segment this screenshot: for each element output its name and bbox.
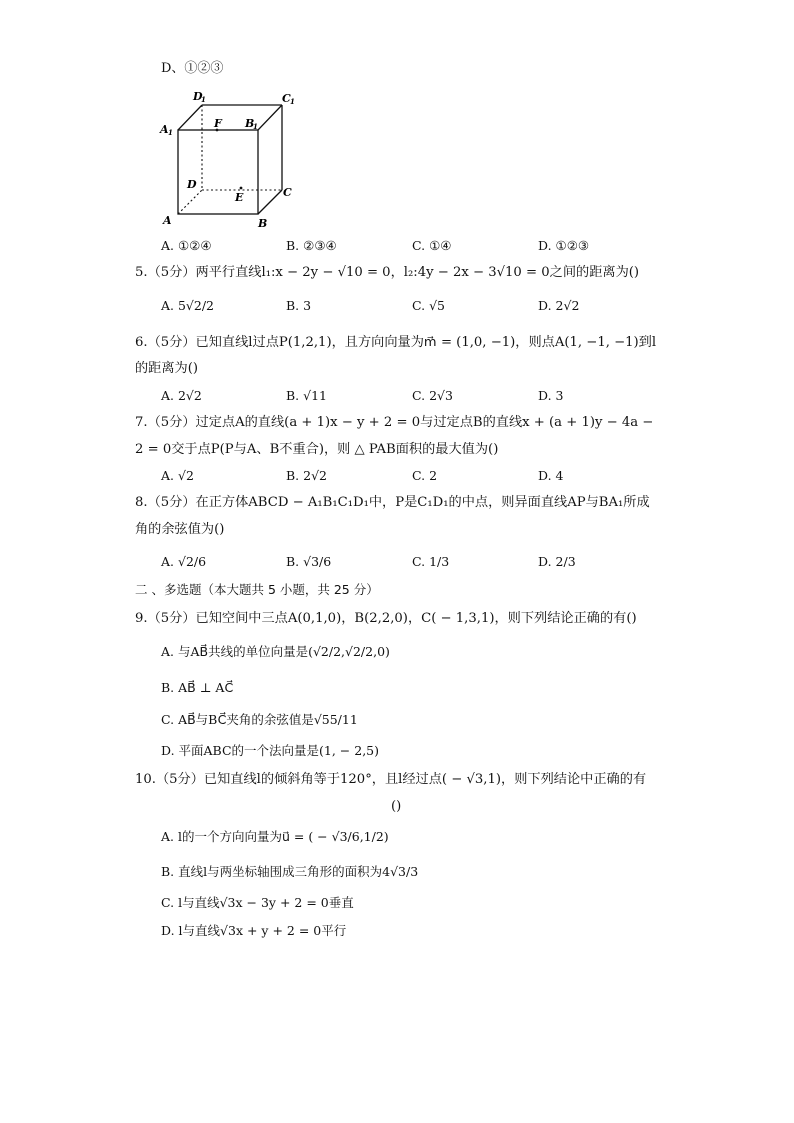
option-d[interactable]: D. 平面ABC的一个法向量是(1, − 2,5) — [161, 743, 380, 758]
label-a1: A — [160, 123, 169, 136]
label-sub: 1 — [168, 128, 173, 137]
option-c[interactable]: C. AB⃗与BC⃗夹角的余弦值是√55/11 — [161, 712, 358, 727]
question-8: 8.（5分）在正方体ABCD − A₁B₁C₁D₁中，P是C₁D₁的中点，则异面直线AP与BA₁所成 — [135, 495, 650, 510]
label-b: B — [258, 217, 268, 230]
option-c[interactable]: C. ①④ — [412, 238, 452, 253]
question-8-cont: 角的余弦值为() — [135, 522, 225, 537]
option-c[interactable]: C. l与直线√3x − 3y + 2 = 0垂直 — [161, 895, 354, 910]
option-c[interactable]: C. 1/3 — [412, 554, 450, 569]
label-sub: 1 — [253, 122, 258, 131]
option-d[interactable]: D. 2√2 — [538, 298, 580, 313]
option-b[interactable]: B. 3 — [286, 298, 312, 313]
option-b[interactable]: B. √3/6 — [286, 554, 332, 569]
question-10-paren: () — [391, 799, 402, 814]
question-10: 10.（5分）已知直线l的倾斜角等于120°，且l经过点( − √3,1)，则下列结论中正确的有 — [135, 772, 647, 787]
cube-edge — [178, 105, 202, 130]
option-b[interactable]: B. AB⃗ ⊥ AC⃗ — [161, 680, 234, 695]
cube-front-face — [178, 130, 258, 214]
cube-edge — [258, 105, 282, 130]
question-9: 9.（5分）已知空间中三点A(0,1,0)，B(2,2,0)，C( − 1,3,1)，则下列结论正确的有() — [135, 611, 637, 626]
option-a[interactable]: A. 2√2 — [161, 388, 202, 403]
point-e — [240, 187, 243, 190]
label-c1: C — [282, 92, 291, 105]
label-e: E — [235, 191, 244, 204]
option-c[interactable]: C. √5 — [412, 298, 445, 313]
question-7-cont: 2 = 0交于点P(P与A、B不重合)，则 △ PAB面积的最大值为() — [135, 442, 499, 457]
label-sub: 1 — [290, 97, 295, 106]
question-6: 6.（5分）已知直线l过点P(1,2,1)，且方向向量为m⃗ = (1,0, −1)，则点A(1, −1, −1)到l — [135, 335, 657, 350]
cube-hidden-edge — [178, 190, 202, 214]
option-c[interactable]: C. 2√3 — [412, 388, 453, 403]
option-b[interactable]: B. 2√2 — [286, 468, 328, 483]
option-a[interactable]: A. √2/6 — [161, 554, 207, 569]
option-b[interactable]: B. 直线l与两坐标轴围成三角形的面积为4√3/3 — [161, 864, 419, 879]
label-d: D — [187, 178, 197, 191]
answer-option-d-prev: D、①②③ — [161, 61, 224, 76]
option-d[interactable]: D. ①②③ — [538, 238, 590, 253]
cube-figure — [155, 84, 295, 234]
option-a[interactable]: A. l的一个方向向量为u⃗ = ( − √3/6,1/2) — [161, 829, 389, 844]
option-d[interactable]: D. 3 — [538, 388, 564, 403]
section-heading: 二 、多选题（本大题共 5 小题，共 25 分） — [135, 582, 379, 597]
label-f: F — [214, 117, 222, 130]
option-c[interactable]: C. 2 — [412, 468, 438, 483]
question-7: 7.（5分）过定点A的直线(a + 1)x − y + 2 = 0与过定点B的直线x + (a + 1)y − 4a − — [135, 415, 654, 430]
option-a[interactable]: A. √2 — [161, 468, 194, 483]
option-d[interactable]: D. 4 — [538, 468, 564, 483]
option-d[interactable]: D. l与直线√3x + y + 2 = 0平行 — [161, 923, 347, 938]
label-b1: B — [245, 117, 255, 130]
option-b[interactable]: B. ②③④ — [286, 238, 337, 253]
label-c: C — [283, 186, 292, 199]
question-5: 5.（5分）两平行直线l₁:x − 2y − √10 = 0，l₂:4y − 2x − 3√10 = 0之间的距离为() — [135, 265, 640, 280]
label-sub: 1 — [201, 95, 206, 104]
option-a[interactable]: A. ①②④ — [161, 238, 212, 253]
question-6-cont: 的距离为() — [135, 361, 199, 376]
option-a[interactable]: A. 与AB⃗共线的单位向量是(√2/2,√2/2,0) — [161, 644, 390, 659]
label-a: A — [163, 214, 172, 227]
cube-edge — [258, 190, 282, 214]
option-d[interactable]: D. 2/3 — [538, 554, 576, 569]
option-b[interactable]: B. √11 — [286, 388, 328, 403]
option-a[interactable]: A. 5√2/2 — [161, 298, 215, 313]
label-d1: D — [193, 90, 203, 103]
